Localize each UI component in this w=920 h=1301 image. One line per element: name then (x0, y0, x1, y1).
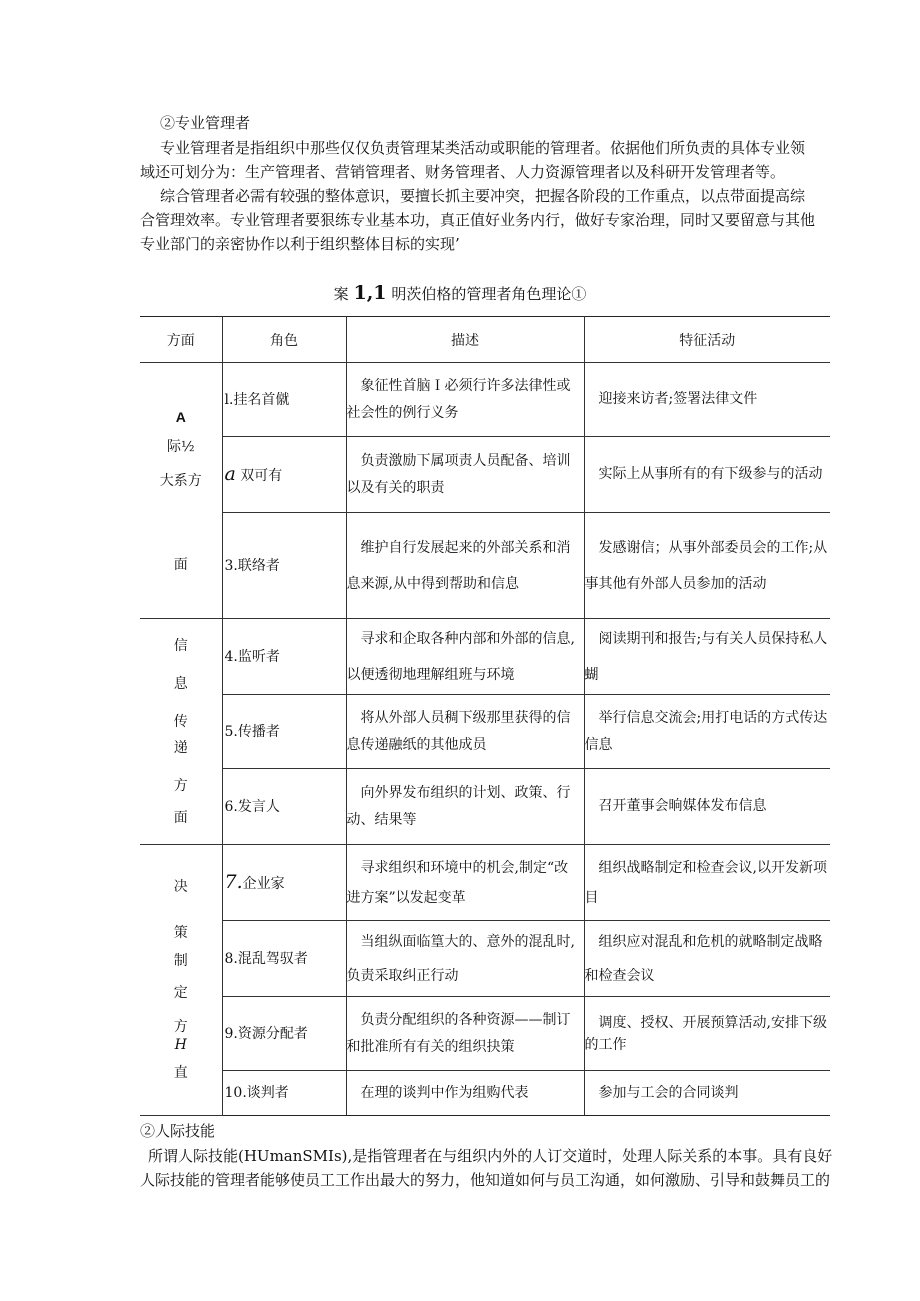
table-row (140, 769, 830, 845)
caption-title: 明茨伯格的管理者角色理论① (391, 285, 587, 303)
paragraph-line: 专业管理者是指组织中那些仅仅负责管理某类活动或职能的管理者。依据他们所负责的具体专业领 (160, 139, 806, 157)
header-role: 角色 (222, 317, 346, 363)
table-caption (0, 282, 920, 305)
description-cell: 维护自行发展起来的外部关系和消息来源,从中得到帮助和信息 (346, 513, 584, 619)
paragraph-line: 合管理效率。专业管理者要狠练专业基本功，真正值好业务内行，做好专家治理，同时又要留意与其他 (140, 211, 816, 229)
table-row (140, 363, 830, 437)
description-cell: 寻求组织和环境中的机会,制定“改进方案”以发起变革 (346, 845, 584, 921)
role-figurehead: l.挂名首僦 (222, 363, 346, 437)
activity-cell: 召开董事会晌媒体发布信息 (584, 769, 830, 845)
activity-cell: 实际上从事所有的有下级参与的活动 (584, 437, 830, 513)
role-monitor: 4.监听者 (222, 619, 346, 695)
activity-cell: 举行信息交流会;用打电话的方式传达信息 (584, 695, 830, 769)
table-row (140, 1071, 830, 1116)
aspect-interpersonal: A 际½ 大系方 面 (140, 363, 222, 619)
role-spokesperson: 6.发言人 (222, 769, 346, 845)
table-header-row (140, 317, 830, 363)
table-row (140, 695, 830, 769)
description-cell: 象征性首脑Ｉ必须行许多法律性或社会性的例行义务 (346, 363, 584, 437)
aspect-information: 信 息 传 递 方 面 (140, 619, 222, 845)
activity-cell: 参加与工会的合同谈判 (584, 1071, 830, 1116)
role-leader: a 双可有 (222, 437, 346, 513)
section-heading-interpersonal-skills: ②人际技能 (140, 1122, 216, 1140)
caption-number: 1,1 (353, 282, 387, 304)
paragraph-line: 综合管理者必需有较强的整体意识，要擅长抓主要冲突，把握各阶段的工作重点，以点带面提高综 (160, 187, 806, 205)
paragraph-line: 所谓人际技能(HUmanSMIs),是指管理者在与组织内外的人订交道时，处理人际关系的本事。具有良好 (148, 1147, 833, 1165)
paragraph-line: 专业部门的亲密协作以利于组织整体目标的实现’ (140, 235, 460, 253)
table-row (140, 997, 830, 1071)
description-cell: 寻求和企取各种内部和外部的信息,以便透彻地理解组班与环境 (346, 619, 584, 695)
paragraph-line: 人际技能的管理者能够使员工工作出最大的努力，他知道如何与员工沟通，如何激励、引导和鼓舞员工的 (140, 1171, 831, 1189)
activity-cell: 发感谢信；从事外部委员会的工作;从事其他有外部人员参加的活动 (584, 513, 830, 619)
table-row (140, 921, 830, 997)
role-disturbance-handler: 8.混乱驾驭者 (222, 921, 346, 997)
header-activities: 特征活动 (584, 317, 830, 363)
table-row (140, 437, 830, 513)
table-row (140, 845, 830, 921)
activity-cell: 调度、授权、开展预算活动,安排下级的工作 (584, 997, 830, 1071)
description-cell: 当组纵面临篁大的、意外的混乱时,负责采取纠正行动 (346, 921, 584, 997)
activity-cell: 阅读期刊和报告;与有关人员保持私人蝴 (584, 619, 830, 695)
section-heading-professional-manager: ②专业管理者 (160, 114, 251, 132)
manager-roles-table (140, 316, 830, 1116)
table-row (140, 513, 830, 619)
description-cell: 在理的谈判中作为组购代表 (346, 1071, 584, 1116)
role-resource-allocator: 9.资源分配者 (222, 997, 346, 1071)
role-entrepreneur: 7.企业家 (222, 845, 346, 921)
description-cell: 负责分配组织的各种资源——制订和批准所有有关的组织抉策 (346, 997, 584, 1071)
caption-prefix: 案 (333, 285, 349, 303)
activity-cell: 组织战略制定和检查会议,以开发新项目 (584, 845, 830, 921)
role-liaison: 3.联络者 (222, 513, 346, 619)
description-cell: 负责激励下属项责人员配备、培训以及有关的职责 (346, 437, 584, 513)
description-cell: 向外界发布组织的计划、政策、行动、结果等 (346, 769, 584, 845)
aspect-decision-making: 决 策 制 定 方 H 直 (140, 845, 222, 1116)
role-negotiator: 10.谈判者 (222, 1071, 346, 1116)
activity-cell: 迎接来访者;签署法律文件 (584, 363, 830, 437)
table-row (140, 619, 830, 695)
header-aspect: 方面 (140, 317, 222, 363)
header-description: 描述 (346, 317, 584, 363)
paragraph-line: 域还可划分为：生产管理者、营销管理者、财务管理者、人力资源管理者以及科研开发管理者等。 (140, 163, 786, 181)
role-disseminator: 5.传播者 (222, 695, 346, 769)
description-cell: 将从外部人员稠下级那里获得的信息传递融纸的其他成员 (346, 695, 584, 769)
activity-cell: 组织应对混乱和危机的就略制定战略和检查会议 (584, 921, 830, 997)
